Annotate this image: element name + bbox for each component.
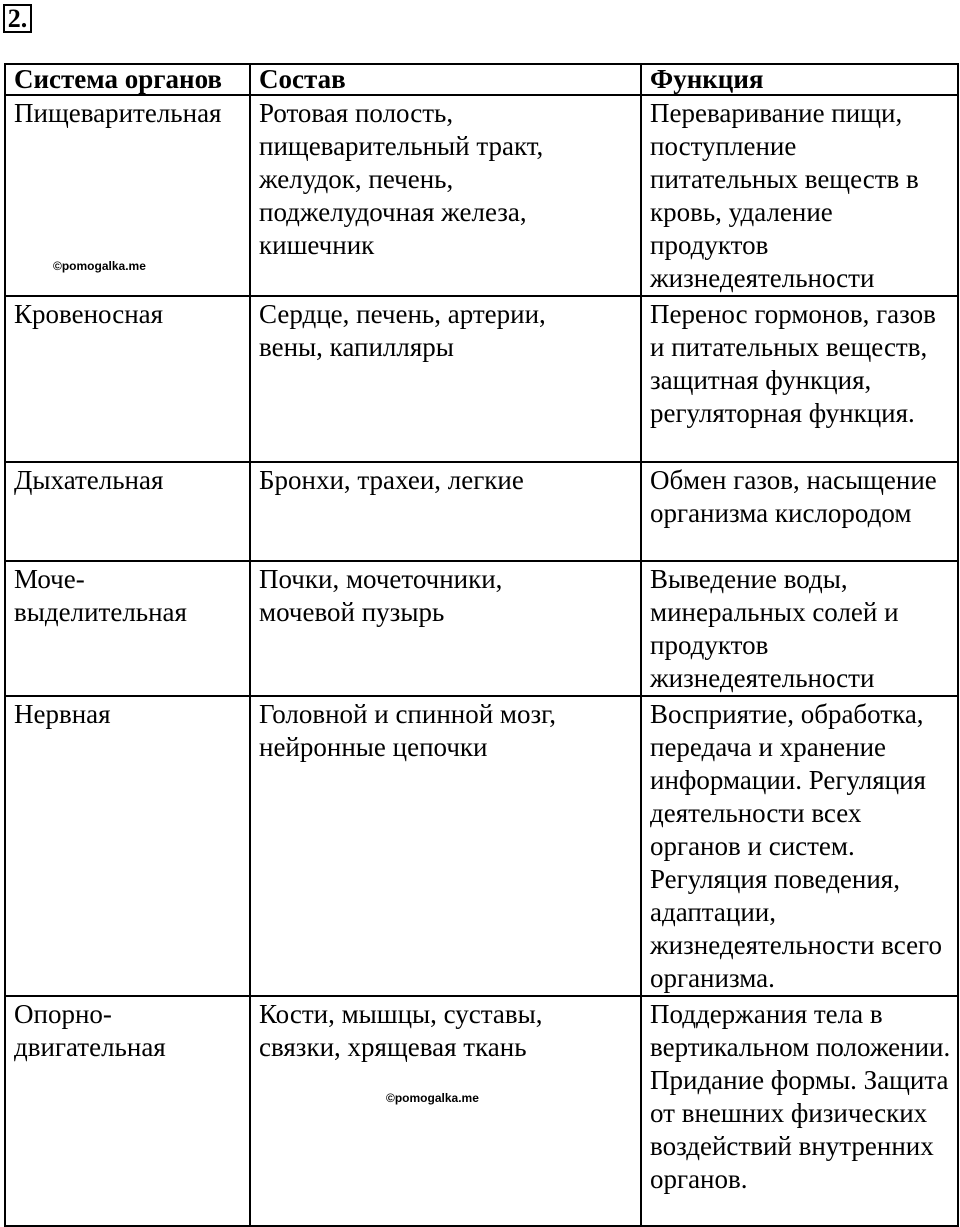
organ-systems-table: [4, 63, 959, 1227]
composition-text: Почки, мочеточники, мочевой пузырь: [259, 564, 503, 627]
cell-function: Обмен газов, насыщение организма кислородом: [641, 462, 958, 561]
header-function: Функция: [641, 64, 958, 95]
composition-text: Головной и спинной мозг, нейронные цепочки: [259, 699, 556, 762]
cell-function: Перенос гормонов, газов и питательных веществ, защитная функция, регуляторная функция.: [641, 296, 958, 462]
composition-text: Ротовая полость, пищеварительный тракт, желудок, печень, поджелудочная железа, кишечник: [259, 98, 544, 260]
watermark: ©pomogalka.me: [386, 1091, 479, 1105]
cell-function: Восприятие, обработка, передача и хранение информации. Регуляция деятельности всех органов и систем. Регуляция поведения, адаптации, жизнедеятельности всего организма.: [641, 696, 958, 996]
cell-composition: [250, 95, 641, 296]
composition-text: Сердце, печень, артерии, вены, капилляры: [259, 299, 546, 362]
cell-composition: [250, 296, 641, 462]
table-row: [5, 462, 958, 561]
cell-system: Нервная: [5, 696, 250, 996]
system-text: Опорно-двигательная: [14, 999, 166, 1062]
header-composition: Состав: [250, 64, 641, 95]
cell-system: Кровеносная: [5, 296, 250, 462]
cell-system: [5, 561, 250, 696]
cell-composition: [250, 561, 641, 696]
cell-function: Переваривание пищи, поступление питательных веществ в кровь, удаление продуктов жизнедеятельности: [641, 95, 958, 296]
cell-system: [5, 996, 250, 1226]
cell-composition: [250, 996, 641, 1226]
table-row: [5, 95, 958, 296]
cell-function: Выведение воды, минеральных солей и продуктов жизнедеятельности: [641, 561, 958, 696]
cell-composition: [250, 696, 641, 996]
cell-system: Дыхательная: [5, 462, 250, 561]
table-row: [5, 996, 958, 1226]
cell-function: Поддержания тела в вертикальном положении. Придание формы. Защита от внешних физических воздействий внутренних органов.: [641, 996, 958, 1226]
table-row: [5, 296, 958, 462]
table-row: [5, 561, 958, 696]
task-number: 2.: [3, 4, 32, 33]
header-system: Система органов: [5, 64, 250, 95]
watermark: ©pomogalka.me: [53, 259, 146, 273]
composition-text: Кости, мышцы, суставы, связки, хрящевая ткань: [259, 999, 543, 1062]
system-text: Моче-выделительная: [14, 564, 187, 627]
table-header-row: [5, 64, 958, 95]
cell-composition: Бронхи, трахеи, легкие: [250, 462, 641, 561]
table-row: [5, 696, 958, 996]
cell-system: Пищеварительная: [5, 95, 250, 296]
